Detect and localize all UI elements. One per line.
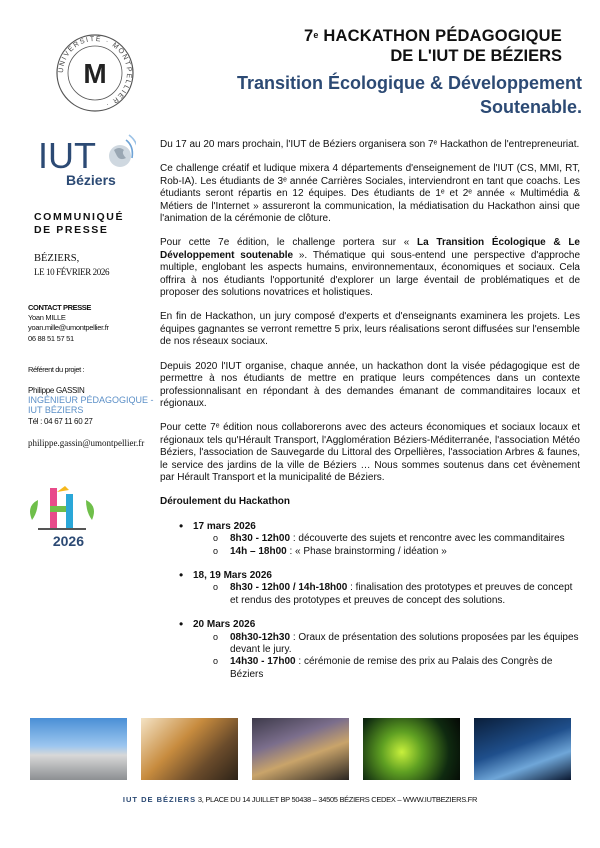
hall-photo <box>141 718 238 780</box>
paragraph-partners: Pour cette 7ᵉ édition nous collaborerons avec des acteurs économiques et sociaux locaux et régionaux tels qu'Hérault Transport, l'Agglomération Béziers-Méditerranée, l'association Météo Béziers, l'association de Sauvegarde du Littoral des Orpellières, l'association Arbres & faunes, le service des jardins de la ville de Béziers … Nous sommes soutenus dans cet évènement par Hérault Transport et la municipalité de Béziers. <box>160 422 580 483</box>
press-city: BÉZIERS, <box>34 253 80 264</box>
svg-text:Béziers: Béziers <box>66 172 116 188</box>
svg-text:UNIVERSITÉ · MONTPELLIER ·: UNIVERSITÉ · MONTPELLIER · <box>57 35 133 109</box>
referent-role: INGÉNIEUR PÉDAGOGIQUE - <box>28 395 154 405</box>
referent-role-2: IUT BÉZIERS <box>28 405 84 415</box>
referent-phone: Tél : 04 67 11 60 27 <box>28 417 93 426</box>
campus-photo-strip <box>30 718 570 780</box>
lab-photo <box>474 718 571 780</box>
schedule-day: • 17 mars 2026 o 8h30 - 12h00 : découverte des sujets et rencontre avec les commanditaires o 14h – 18h00 : « Phase brainstorming / idéation » <box>160 521 580 558</box>
press-contact-phone: 06 88 51 57 51 <box>28 334 74 343</box>
schedule-slot: o 14h – 18h00 : « Phase brainstorming / idéation » <box>193 546 580 558</box>
referent-heading: Référent du projet : <box>28 365 85 374</box>
paragraph-jury: En fin de Hackathon, un jury composé d'experts et d'enseignants examinera les projets. Les équipes gagnantes se verront remettre 5 prix, leurs réalisations seront diffusées sur l'ensemble de nos réseaux sociaux. <box>160 311 580 348</box>
schedule-day: • 20 Mars 2026 o 08h30-12h30 : Oraux de présentation des solutions proposées par les équipes devant le jury. o 14h30 - 17h00 : cérémonie de remise des prix au Palais des Congrès de Béziers <box>160 619 580 681</box>
schedule-day: • 18, 19 Mars 2026 o 8h30 - 12h00 / 14h-18h00 : finalisation des prototypes et preuves de concept et rendus des prototypes et preuves de concept des solutions. <box>160 570 580 607</box>
university-montpellier-logo <box>55 33 135 113</box>
schedule-slot: o 8h30 - 12h00 / 14h-18h00 : finalisation des prototypes et preuves de concept et rendus des prototypes et preuves de concept des solutions. <box>193 582 580 607</box>
hackathon-2026-logo <box>24 480 99 550</box>
campus-building-photo <box>30 718 127 780</box>
schedule-slot: o 8h30 - 12h00 : découverte des sujets et rencontre avec les commanditaires <box>193 533 580 545</box>
press-contact-name: Yoan MILLE <box>28 313 66 322</box>
amphitheater-photo <box>252 718 349 780</box>
referent-name: Philippe GASSIN <box>28 386 85 395</box>
schedule-slot: o 08h30-12h30 : Oraux de présentation des solutions proposées par les équipes devant le jury. <box>193 632 580 657</box>
referent-email[interactable]: philippe.gassin@umontpellier.fr <box>28 438 145 448</box>
paragraph-theme: Pour cette 7e édition, le challenge portera sur « La Transition Écologique & Le Développement soutenable ». Thématique qui sous-entend une perspective d'approche multiple, englobant les aspects humains, environnementaux, économiques et sociaux. Cela offrira à nos étudiants l'opportunité d'explorer un large éventail de problématiques et de proposer des solutions novatrices et holistiques. <box>160 237 581 299</box>
schedule-title: Déroulement du Hackathon <box>160 496 291 508</box>
schedule-slot: o 14h30 - 17h00 : cérémonie de remise des prix au Palais des Congrès de Béziers <box>193 656 580 681</box>
paragraph-history: Depuis 2020 l'IUT organise, chaque année, un hackathon dont la visée pédagogique est de permettre à nos étudiants de mettre en pratique leurs compétences dans un contexte professionnalisant en répondant à des demandes émanant de commanditaires locaux et régionaux. <box>160 360 580 409</box>
paragraph-challenge: Ce challenge créatif et ludique mixera 4 départements d'enseignement de l'IUT (CS, MMI, RT, Rob-IA). Les étudiants de 3ᵉ année Carrières Sociales, interviendront en tant que coachs. Les étudiants seront répartis en 12 équipes. Des étudiants de 1ᵉ et 2ᵉ année « Multimédia & Métiers de l'Internet » assureront la communication, la médiatisation du Hackathon ainsi que l'animation de la cérémonie de clôture. <box>160 163 580 225</box>
iut-beziers-logo <box>36 130 136 190</box>
schedule-list <box>160 521 580 681</box>
press-contact-heading: CONTACT PRESSE <box>28 303 92 312</box>
main-title: 7e HACKATHON PÉDAGOGIQUE <box>304 27 562 45</box>
press-contact-email[interactable]: yoan.mille@umontpellier.fr <box>28 323 109 332</box>
paragraph-intro: Du 17 au 20 mars prochain, l'IUT de Béziers organisera son 7ᵉ Hackathon de l'entrepreneuriat. <box>160 139 580 150</box>
svg-text:M: M <box>83 58 107 89</box>
svg-text:2026: 2026 <box>52 533 84 549</box>
press-body <box>160 139 580 681</box>
footer-address: IUT DE BÉZIERS 3, PLACE DU 14 JUILLET BP 50438 – 34505 BÉZIERS CEDEX – WWW.IUTBEZIERS.FR <box>122 795 478 804</box>
svg-text:IUT: IUT <box>38 135 96 176</box>
subtitle: Transition Écologique & Développement Soutenable. <box>236 73 582 117</box>
main-title-line2: DE L'IUT DE BÉZIERS <box>390 47 562 65</box>
press-date: LE 10 FÉVRIER 2026 <box>34 267 110 277</box>
press-release-label: COMMUNIQUÉ DE PRESSE <box>34 211 125 236</box>
studio-photo <box>363 718 460 780</box>
